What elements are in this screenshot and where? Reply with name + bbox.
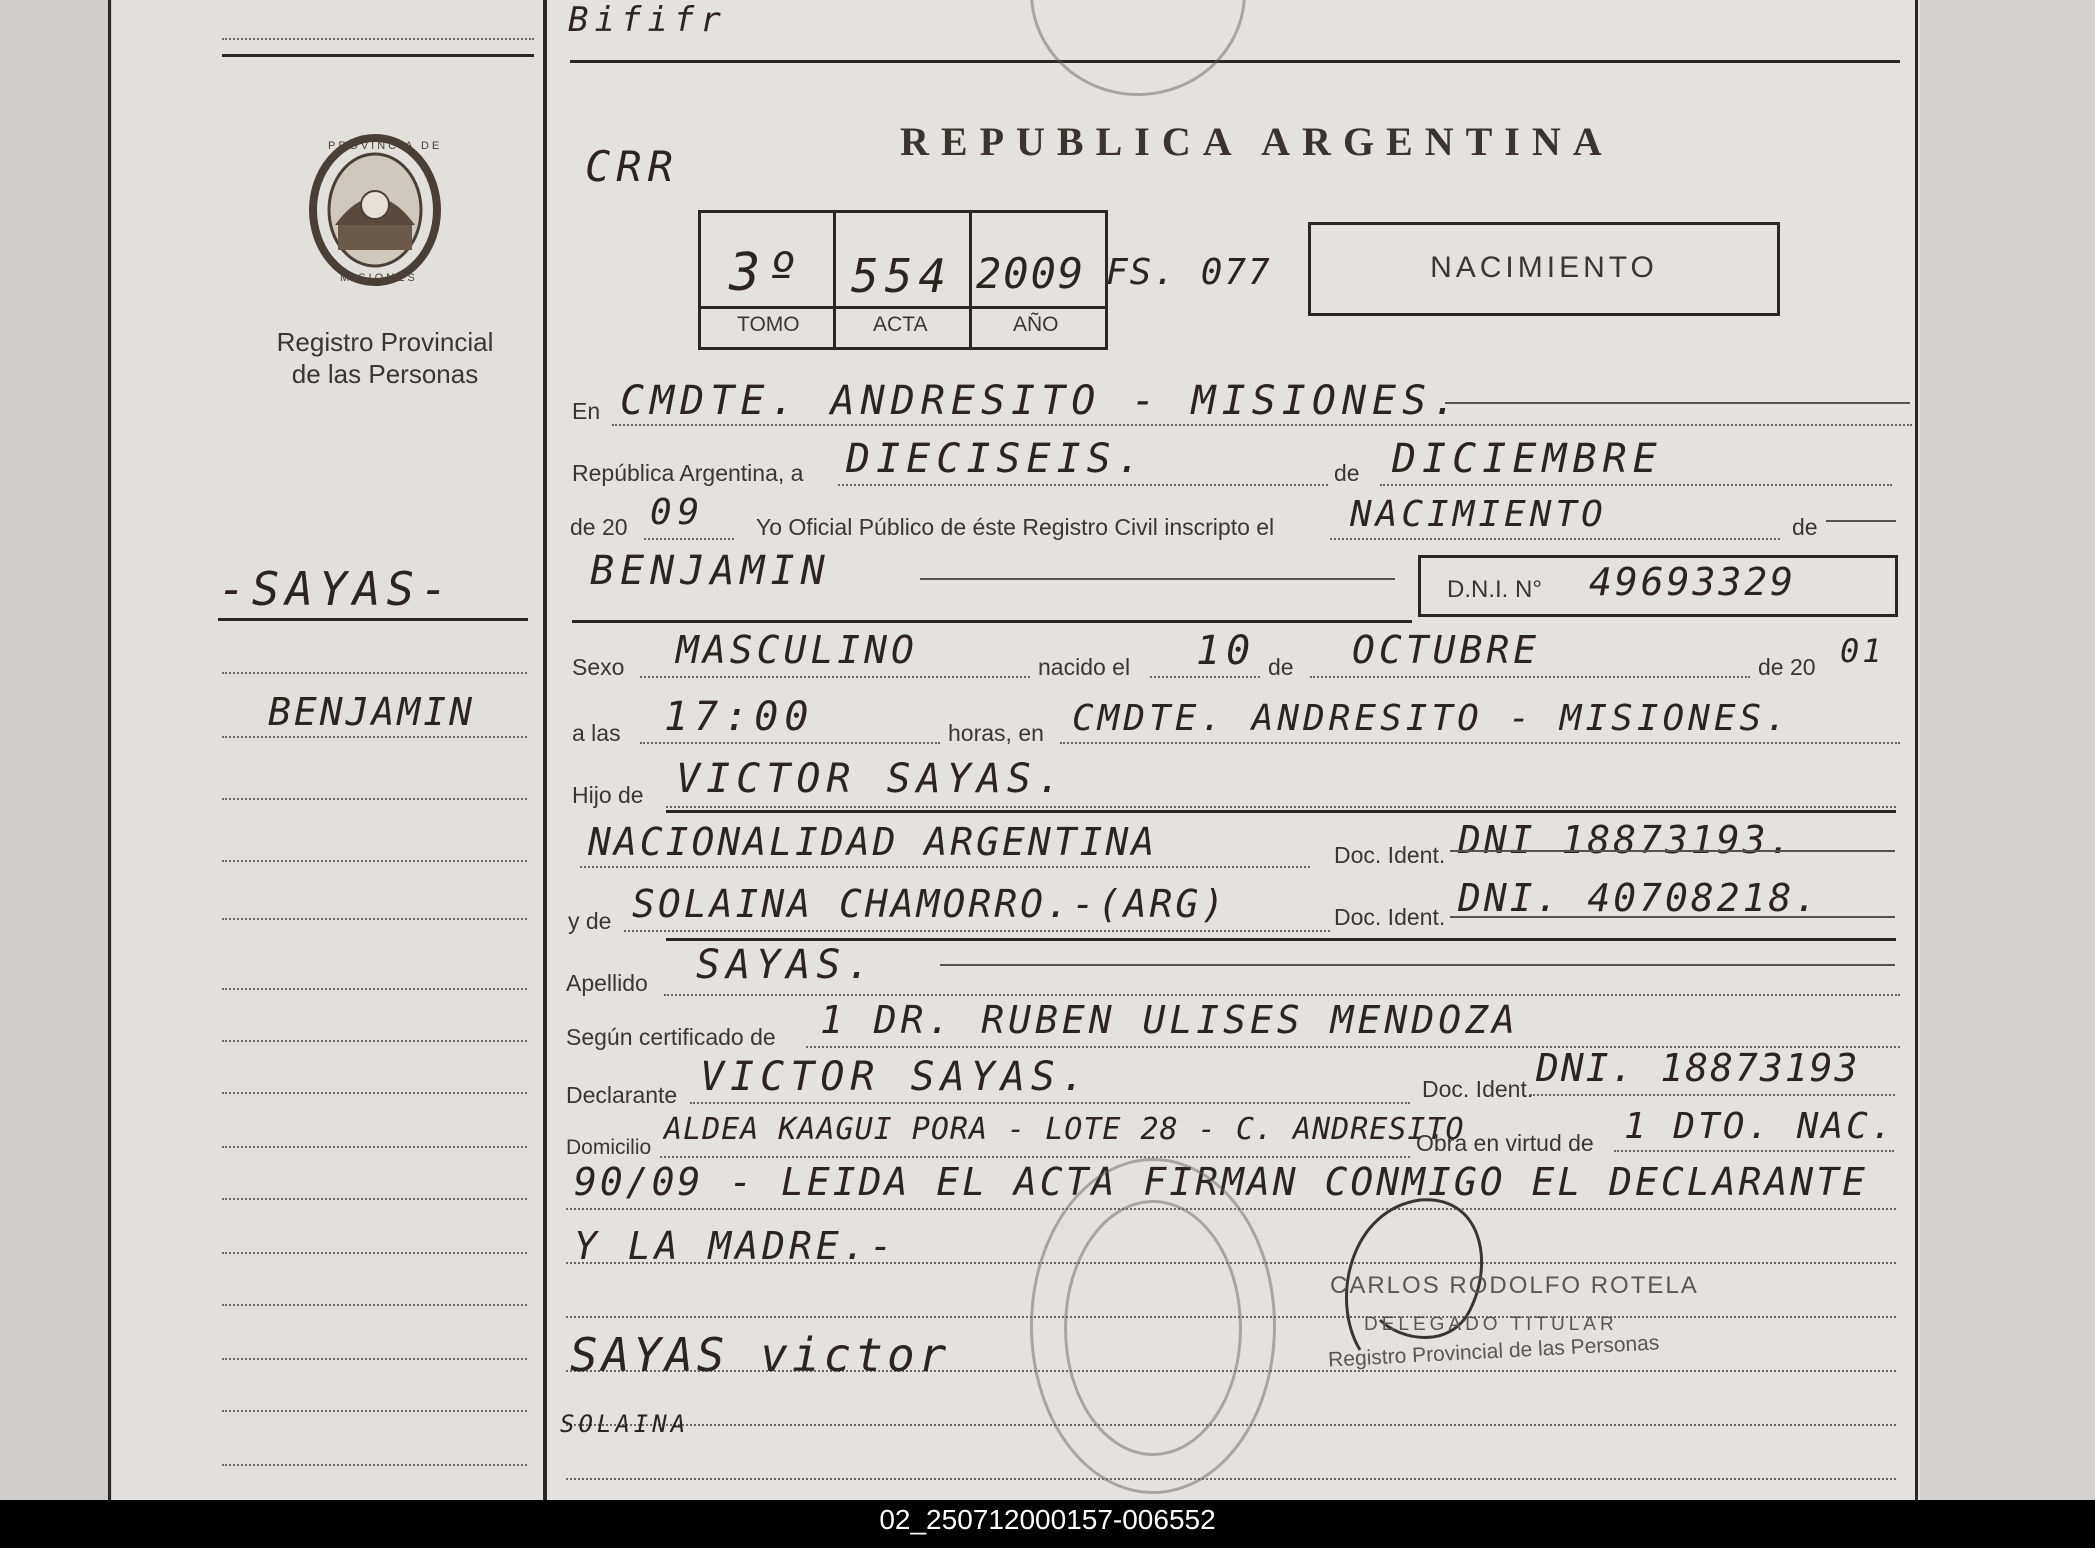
- month-line: [1380, 484, 1892, 486]
- code-mark: CRR: [585, 142, 679, 191]
- notes-line1: 90/09 - LEIDA EL ACTA FIRMAN CONMIGO EL DECLARANTE: [574, 1160, 1868, 1204]
- domicilio-value: ALDEA KAAGUI PORA - LOTE 28 - C. ANDRESITO: [664, 1112, 1465, 1147]
- declarante-line: [690, 1102, 1410, 1104]
- record-box: [698, 210, 1108, 350]
- sexo-line: [640, 676, 1030, 678]
- round-stamp-inner: [1064, 1200, 1242, 1456]
- nacido-label: nacido el: [1038, 654, 1131, 680]
- notes-line2: Y LA MADRE.-: [574, 1224, 897, 1268]
- right-border: [1915, 0, 1918, 1500]
- margin-line: [222, 1410, 527, 1412]
- left-page-edge: [0, 0, 112, 1500]
- margin-line: [222, 988, 527, 990]
- doc-label-3: Doc. Ident.: [1422, 1076, 1534, 1102]
- top-signature: Bififr: [568, 0, 727, 40]
- mother-value: SOLAINA CHAMORRO.-(ARG): [632, 882, 1228, 926]
- father-value: VICTOR SAYAS.: [676, 756, 1068, 802]
- apellido-line: [664, 994, 1900, 996]
- month-value: DICIEMBRE: [1392, 436, 1663, 482]
- father-rule: [666, 810, 1896, 813]
- margin-line: [222, 1358, 527, 1360]
- tomo-label: TOMO: [737, 313, 800, 336]
- acto-value: NACIMIENTO: [1350, 494, 1607, 535]
- binding-line: [108, 0, 111, 1500]
- margin-surname-rule: [218, 618, 528, 621]
- province-seal: [300, 130, 450, 300]
- birth-year-value: 01: [1840, 632, 1885, 670]
- margin-line: [222, 1198, 527, 1200]
- de3-label: de: [1268, 654, 1294, 680]
- hour-value: 17:00: [664, 694, 815, 740]
- de20-label: de 20: [1758, 654, 1816, 680]
- apellido-fill: [940, 964, 1895, 966]
- en-value: CMDTE. ANDRESITO - MISIONES.: [620, 378, 1463, 424]
- sexo-label: Sexo: [572, 654, 625, 680]
- father-doc-line: [1450, 850, 1895, 852]
- registry-name: [240, 326, 530, 390]
- record-type-label: NACIMIENTO: [1430, 251, 1658, 284]
- birth-day-value: 10: [1196, 628, 1257, 674]
- hijo-label: Hijo de: [572, 782, 644, 808]
- margin-first-name: BENJAMIN: [268, 690, 476, 734]
- declarante-label: Declarante: [566, 1082, 678, 1108]
- registry-name-line2: de las Personas: [291, 359, 479, 389]
- acta-value: 554: [851, 249, 953, 303]
- ano-value: 2009: [976, 249, 1086, 298]
- mother-line: [624, 930, 1330, 932]
- year-value: 09: [650, 492, 706, 533]
- margin-line: [222, 798, 527, 800]
- margin-line: [222, 1252, 527, 1254]
- margin-surname: -SAYAS-: [218, 562, 454, 616]
- margin-line: [222, 918, 527, 920]
- official-office: Registro Provincial de las Personas: [1327, 1331, 1660, 1372]
- dni-value: 49693329: [1589, 560, 1797, 604]
- right-page-edge: [1920, 0, 2095, 1500]
- en-line: [612, 424, 1912, 426]
- year-line: [644, 538, 734, 540]
- dni-box: [1418, 555, 1898, 617]
- obra-label: Obra en virtud de: [1416, 1130, 1594, 1156]
- acta-label: ACTA: [873, 313, 928, 336]
- declarante-doc-line: [1530, 1094, 1895, 1096]
- top-rule: [570, 60, 1900, 63]
- mother-rule: [666, 938, 1896, 941]
- de-label: de: [1334, 460, 1360, 486]
- alas-label: a las: [572, 720, 621, 746]
- image-id-label: 02_250712000157-006552: [879, 1504, 1216, 1535]
- birth-month-line: [1310, 676, 1750, 678]
- signature-father: SAYAS victor: [570, 1328, 951, 1382]
- margin-line: [222, 672, 527, 674]
- en-fill: [1445, 402, 1910, 404]
- obra-value: 1 DTO. NAC.: [1624, 1106, 1896, 1147]
- birth-place-line: [1060, 742, 1900, 744]
- declarante-value: VICTOR SAYAS.: [700, 1054, 1092, 1100]
- margin-line: [222, 1040, 527, 1042]
- day-value: DIECISEIS.: [846, 436, 1147, 482]
- birth-day-line: [1150, 676, 1260, 678]
- birth-place-value: CMDTE. ANDRESITO - MISIONES.: [1072, 698, 1791, 739]
- margin-line: [222, 1464, 527, 1466]
- apellido-label: Apellido: [566, 970, 648, 996]
- margin-top-rule: [222, 54, 534, 57]
- day-line: [838, 484, 1328, 486]
- child-name-rule: [572, 620, 1412, 623]
- en-label: En: [572, 398, 601, 424]
- ano-label: AÑO: [1013, 313, 1059, 336]
- mother-doc-line: [1450, 916, 1895, 918]
- hour-line: [640, 742, 940, 744]
- child-name-value: BENJAMIN: [590, 548, 831, 594]
- horas-label: horas, en: [948, 720, 1044, 746]
- segun-value: 1 DR. RUBEN ULISES MENDOZA: [820, 998, 1519, 1042]
- domicilio-line: [660, 1156, 1410, 1158]
- doc-label-2: Doc. Ident.: [1334, 904, 1446, 930]
- mother-doc-value: DNI. 40708218.: [1458, 876, 1821, 920]
- obra-line: [1614, 1150, 1894, 1152]
- official-name: CARLOS RODOLFO ROTELA: [1330, 1272, 1699, 1299]
- margin-top-dots: [222, 38, 534, 40]
- republica-label: República Argentina, a: [572, 460, 804, 486]
- year-prefix-label: de 20: [570, 514, 628, 540]
- doc-label-1: Doc. Ident.: [1334, 842, 1446, 868]
- domicilio-label: Domicilio: [566, 1136, 652, 1159]
- notes-line: [566, 1478, 1896, 1480]
- official-title: DELEGADO TITULAR: [1364, 1314, 1618, 1335]
- margin-line: [222, 1304, 527, 1306]
- seal-top-text: PROVINCIA DE: [328, 140, 443, 152]
- tomo-value: 3º: [729, 243, 804, 303]
- folio-note: FS. 077: [1106, 252, 1272, 293]
- margin-line: [222, 1146, 527, 1148]
- child-name-fill: [920, 578, 1395, 580]
- dni-label: D.N.I. N°: [1447, 576, 1542, 603]
- oficial-label: Yo Oficial Público de éste Registro Civil inscripto el: [756, 514, 1275, 540]
- father-line: [666, 806, 1896, 808]
- record-type-box: [1308, 222, 1780, 316]
- seal-bottom-text: MISIONES: [340, 272, 418, 284]
- father-doc-value: DNI 18873193.: [1458, 818, 1795, 862]
- yde-label: y de: [568, 908, 612, 934]
- country-title: REPUBLICA ARGENTINA: [900, 119, 1614, 164]
- column-divider: [543, 0, 547, 1500]
- acto-line: [1330, 538, 1780, 540]
- nationality-value: NACIONALIDAD ARGENTINA: [588, 820, 1158, 864]
- registry-name-line1: Registro Provincial: [276, 327, 494, 357]
- de2-label: de: [1792, 514, 1818, 540]
- margin-line: [222, 736, 527, 738]
- nationality-line: [580, 866, 1310, 868]
- birth-month-value: OCTUBRE: [1352, 628, 1541, 672]
- signature-mother: SOLAINA: [560, 1410, 690, 1438]
- apellido-value: SAYAS.: [696, 942, 877, 988]
- margin-line: [222, 860, 527, 862]
- segun-label: Según certificado de: [566, 1024, 776, 1050]
- sexo-value: MASCULINO: [676, 628, 918, 672]
- declarante-doc-value: DNI. 18873193: [1536, 1046, 1860, 1090]
- de2-fill: [1826, 520, 1896, 522]
- margin-line: [222, 1092, 527, 1094]
